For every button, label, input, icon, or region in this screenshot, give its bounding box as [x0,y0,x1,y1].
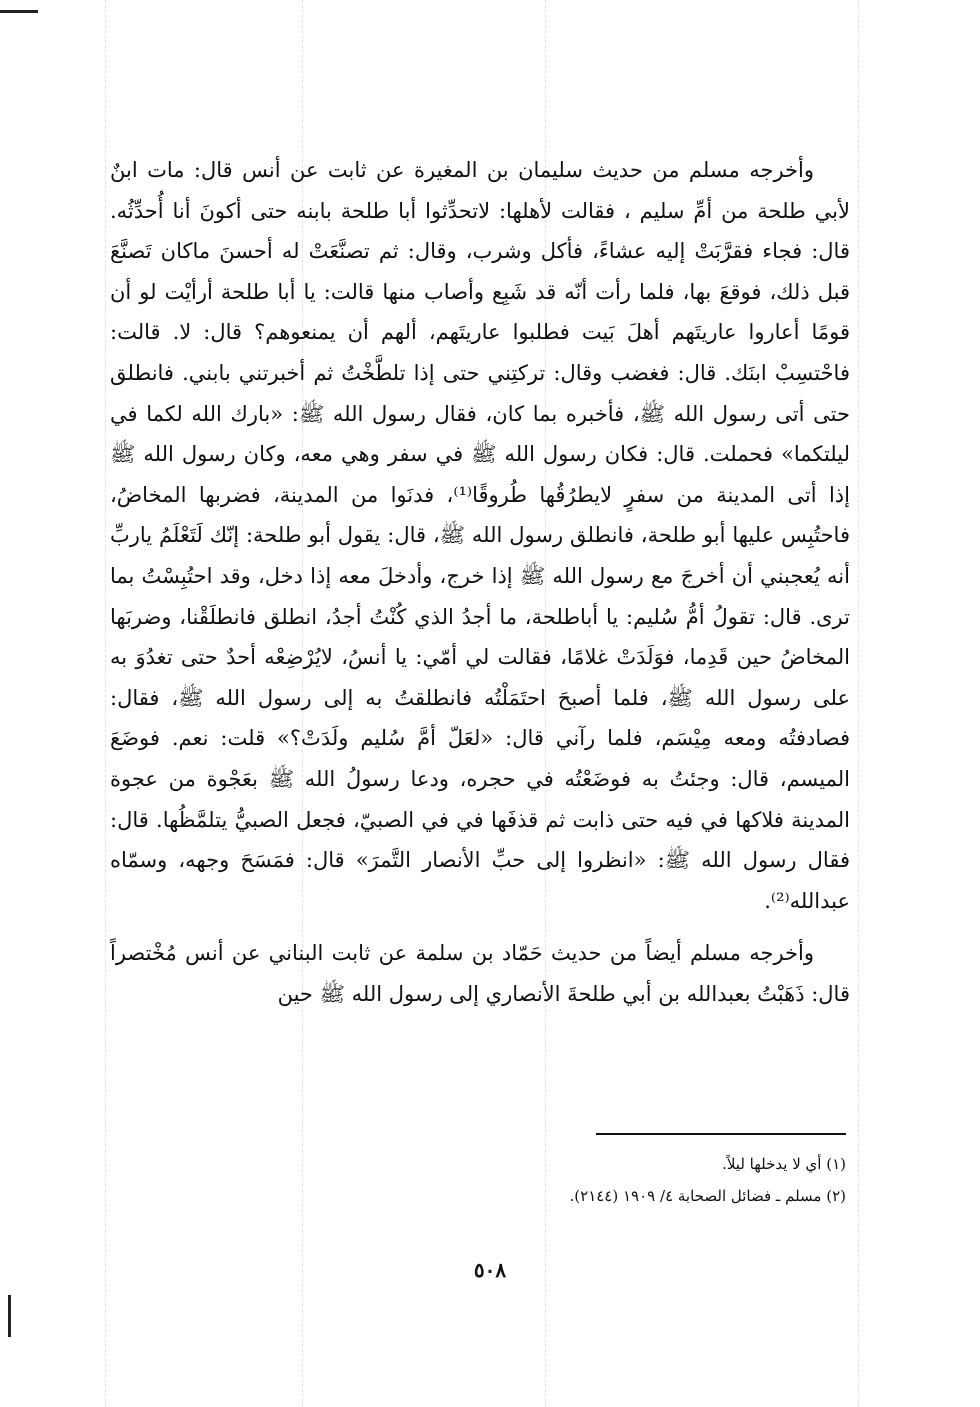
paragraph-1: وأخرجه مسلم من حديث سليمان بن المغيرة عن ثابت عن أنس قال: مات ابنٌ لأبي طلحة من أمِّ سليم ، فقالت لأهلها: لاتحدِّثوا أبا طلحة بابنه حتى أكونَ أنا أُحدِّثُه. قال: فجاء فقرَّبَتْ إليه عشاءً، فأكل وشرب، وقال: ثم تصنَّعَتْ له أحسنَ ماكان تَصنَّعَ قبل ذلك، فوقعَ بها، فلما رأت أنّه قد شَبِع وأصاب منها قالت: يا أبا طلحة أرأيْت لو أن قومًا أعاروا عاريتَهم أهلَ بَيت فطلبوا عاريتَهم، ألهم أن يمنعوهم؟ قال: لا. قالت: فاحْتسِبْ ابنَك. قال: فغضب وقال: تركتِني حتى إذا تلطَّخْتُ ثم أخبرتني بابني. فانطلق حتى أتى رسول الله ﷺ، فأخبره بما كان، فقال رسول الله ﷺ: «بارك الله لكما في ليلتكما» فحملت. قال: فكان رسول الله ﷺ في سفر وهي معه، وكان رسول الله ﷺ إذا أتى المدينة من سفرٍ لايطرُقُها طُروقًا⁽¹⁾، فدنَوا من المدينة، فضربها المخاضُ، فاحتُبِس عليها أبو طلحة، فانطلق رسول الله ﷺ، قال: يقول أبو طلحة: إنّك لَتَعْلَمُ ياربِّ أنه يُعجبني أن أخرجَ مع رسول الله ﷺ إذا خرج، وأدخلَ معه إذا دخل، وقد احتُبِسْتُ بما ترى. قال: تقولُ أمُّ سُليم: يا أباطلحة، ما أجدُ الذي كُنْتُ أجدُ، انطلق فانطلَقْنا، وضربَها المخاضُ حين قَدِما، فوَلَدَتْ غلامًا، فقالت لي أمّي: يا أنسُ، لايُرْضِعْه أحدٌ حتى تغدُوَ به على رسول الله ﷺ، فلما أصبحَ احتَمَلْتُه فانطلقتُ به إلى رسول الله ﷺ، فقال: فصادفتُه ومعه مِيْسَم، فلما رآني قال: «لعَلّ أمَّ سُليم ولَدَتْ؟» قلت: نعم. فوضَعَ الميسم، قال: وجئتُ به فوضَعْتُه في حجره، ودعا رسولُ الله ﷺ بعَجْوة من عجوة المدينة فلاكها في فيه حتى ذابت ثم قذفَها في في الصبيّ، فجعل الصبيُّ يتلمَّظُها. قال: فقال رسول الله ﷺ: «انظروا إلى حبِّ الأنصار التَّمرَ» قال: فمَسَحَ وجهه، وسمّاه عبدالله⁽²⁾. [110,158,850,913]
footnote-2: (٢) مسلم ـ فضائل الصحابة ٤/ ١٩٠٩ (٢١٤٤). [569,1187,846,1205]
footnote-separator [596,1133,846,1135]
footnote-1: (١) أي لا يدخلها ليلاً. [722,1155,846,1173]
scan-dotted-line [105,0,106,1407]
page-number: ٥٠٨ [473,1258,507,1282]
scan-dotted-line [858,0,859,1407]
paragraph-2: وأخرجه مسلم أيضاً من حديث حَمّاد بن سلمة عن ثابت البناني عن أنس مُخْتصراً قال: ذَهَبْتُ بعبدالله بن أبي طلحةَ الأنصاري إلى رسول الله ﷺ حين [110,941,850,1006]
scan-edge-mark [0,10,38,13]
footnotes [110,1148,846,1212]
scan-edge-mark-side [8,1295,11,1337]
main-text [110,150,850,1014]
